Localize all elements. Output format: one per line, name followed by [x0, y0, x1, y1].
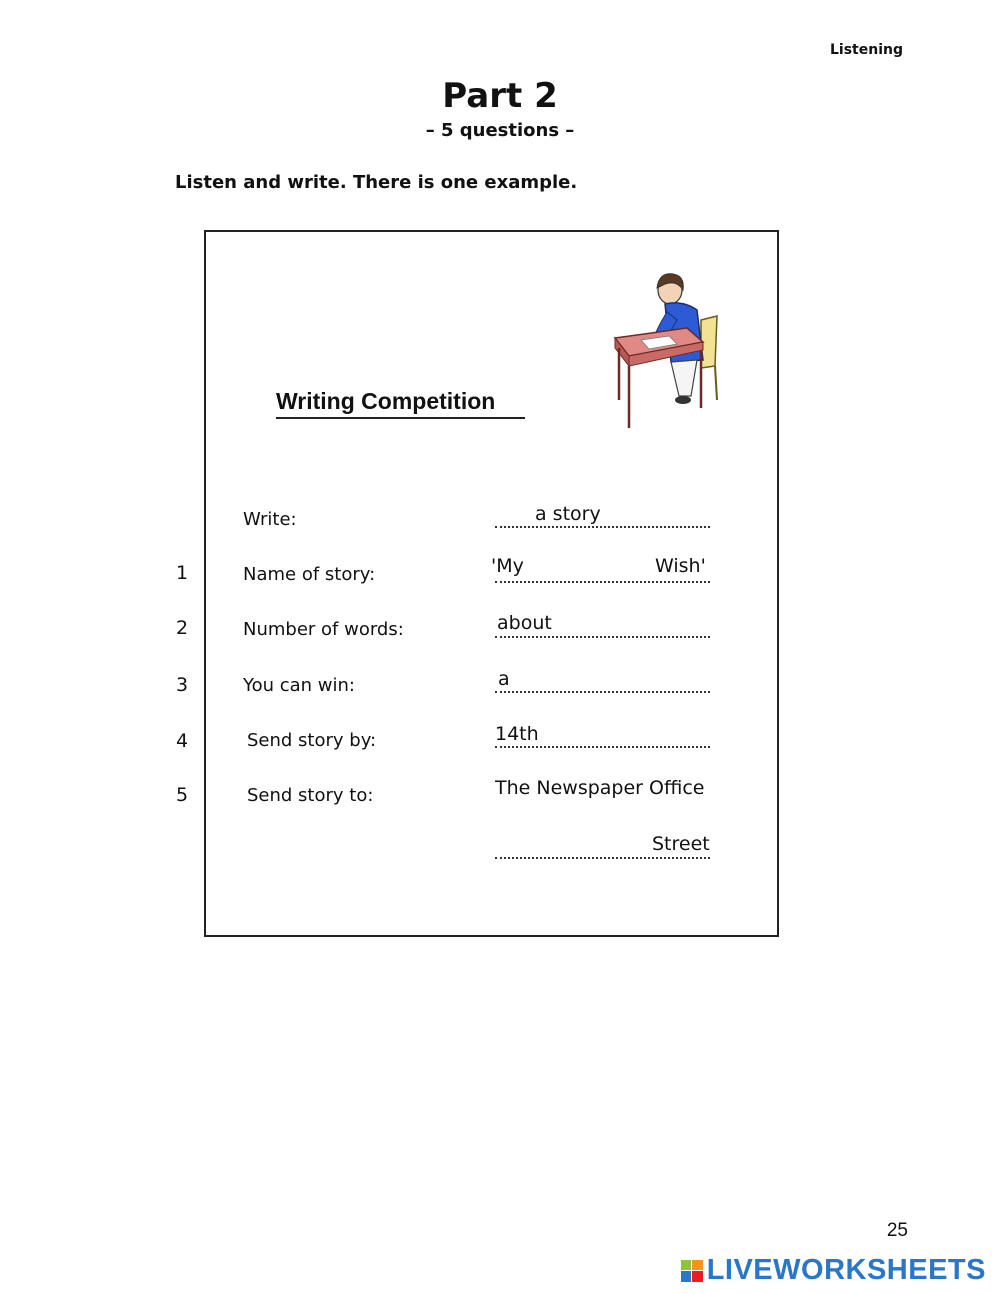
part-title: Part 2: [442, 76, 558, 116]
brand-logo[interactable]: [681, 1254, 986, 1287]
field-label-deadline: Send story by:: [247, 730, 377, 751]
liveworksheets-icon: [681, 1260, 703, 1282]
answer-input-3[interactable]: [495, 691, 710, 693]
competition-title: Writing Competition: [276, 388, 496, 414]
answer-prefix-4: 14th: [495, 723, 539, 745]
answer-line-example: [495, 526, 710, 528]
example-answer: a story: [535, 503, 601, 525]
instruction-text: Listen and write. There is one example.: [175, 172, 578, 193]
field-label-address: Send story to:: [247, 785, 374, 806]
field-label-write: Write:: [243, 509, 297, 530]
field-label-word-count: Number of words:: [243, 619, 404, 640]
part-subtitle: – 5 questions –: [425, 120, 575, 141]
question-number: 5: [176, 784, 189, 806]
address-suffix: Street: [652, 833, 710, 855]
address-line-1: The Newspaper Office: [495, 777, 705, 799]
question-number: 4: [176, 730, 189, 752]
answer-input-5[interactable]: [495, 857, 710, 859]
brand-name: LIVEWORKSHEETS: [706, 1254, 986, 1286]
answer-input-2[interactable]: [495, 636, 710, 638]
page-number: 25: [886, 1220, 908, 1241]
answer-suffix-1: Wish': [655, 555, 706, 577]
question-number: 1: [176, 562, 189, 584]
field-label-story-name: Name of story:: [243, 564, 376, 585]
answer-prefix-2: about: [497, 612, 552, 634]
answer-prefix-1: 'My: [491, 555, 524, 577]
answer-input-1[interactable]: [495, 581, 710, 583]
answer-input-4[interactable]: [495, 746, 710, 748]
question-number: 2: [176, 617, 189, 639]
answer-prefix-3: a: [498, 668, 510, 690]
field-label-prize: You can win:: [243, 675, 355, 696]
question-number: 3: [176, 674, 189, 696]
section-label: Listening: [830, 42, 903, 58]
boy-writing-illustration: [605, 268, 725, 433]
title-underline: [276, 417, 525, 419]
